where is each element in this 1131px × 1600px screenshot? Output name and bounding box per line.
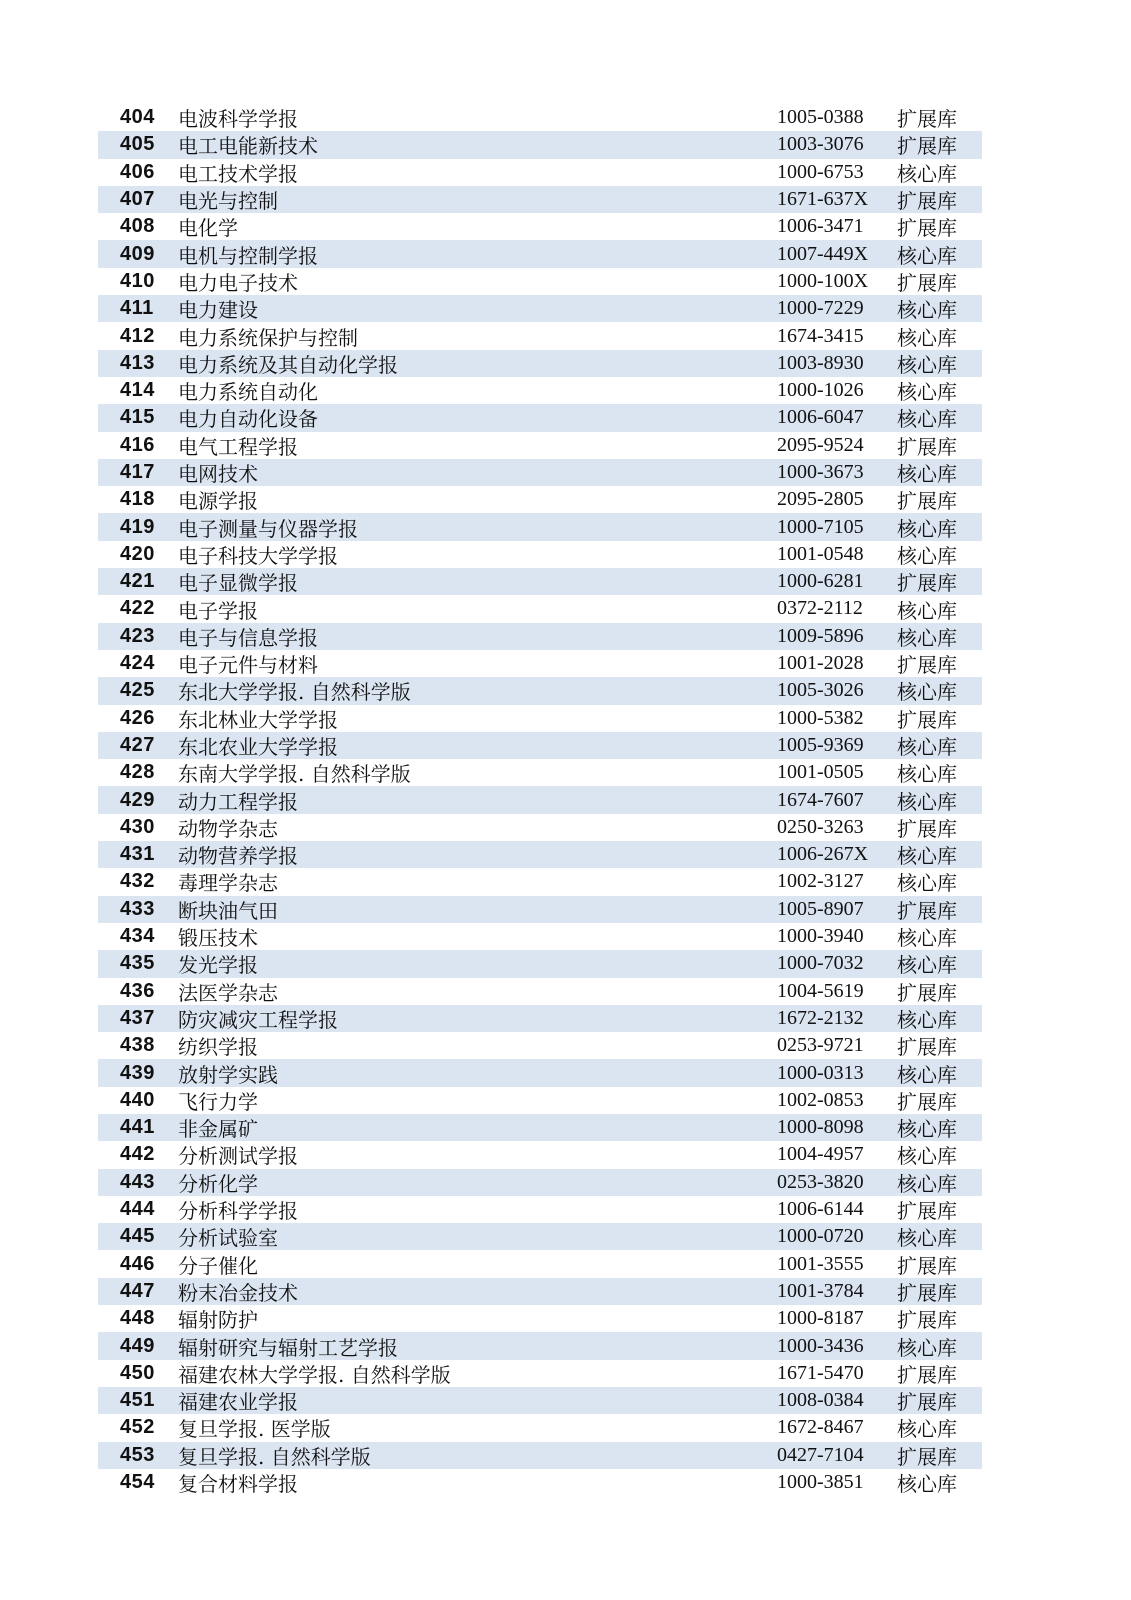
journal-title: 福建农业学报 (178, 1390, 298, 1415)
issn-code: 1009-5896 (777, 624, 864, 647)
table-row (98, 459, 982, 486)
row-number: 404 (120, 106, 155, 129)
journal-title: 电子测量与仪器学报 (178, 516, 358, 541)
row-number: 436 (120, 979, 155, 1002)
table-row (98, 814, 982, 841)
issn-code: 1003-3076 (777, 133, 864, 156)
journal-title: 分析化学 (178, 1171, 258, 1196)
table-row (98, 1169, 982, 1196)
issn-code: 1000-8187 (777, 1307, 864, 1330)
journal-title: 毒理学杂志 (178, 871, 278, 896)
table-row (98, 1387, 982, 1414)
table-row (98, 1442, 982, 1469)
library-type: 扩展库 (897, 189, 957, 214)
issn-code: 1000-3851 (777, 1470, 864, 1493)
table-row (98, 1250, 982, 1277)
library-type: 扩展库 (897, 1253, 957, 1278)
issn-code: 1006-6047 (777, 406, 864, 429)
issn-code: 1003-8930 (777, 351, 864, 374)
table-row (98, 1005, 982, 1032)
table-row (98, 513, 982, 540)
library-type: 扩展库 (897, 134, 957, 159)
library-type: 核心库 (897, 380, 957, 405)
row-number: 408 (120, 215, 155, 238)
row-number: 440 (120, 1088, 155, 1111)
issn-code: 1000-7032 (777, 952, 864, 975)
table-row (98, 432, 982, 459)
table-row (98, 131, 982, 158)
table-row (98, 705, 982, 732)
journal-title: 粉末冶金技术 (178, 1280, 298, 1305)
row-number: 449 (120, 1334, 155, 1357)
journal-title: 电化学 (178, 216, 238, 241)
issn-code: 1000-1026 (777, 379, 864, 402)
table-row (98, 595, 982, 622)
library-type: 核心库 (897, 1117, 957, 1142)
row-number: 417 (120, 461, 155, 483)
library-type: 核心库 (897, 325, 957, 350)
table-row (98, 1305, 982, 1332)
library-type: 扩展库 (897, 1035, 957, 1060)
library-type: 扩展库 (897, 816, 957, 841)
journal-title: 电工技术学报 (178, 161, 298, 186)
journal-title: 复旦学报. 自然科学版 (178, 1444, 371, 1469)
journal-title: 发光学报 (178, 953, 258, 978)
journal-title: 东北林业大学学报 (178, 707, 338, 732)
table-row (98, 104, 982, 131)
journal-title: 东北大学学报. 自然科学版 (178, 680, 411, 705)
row-number: 413 (120, 351, 155, 374)
issn-code: 1001-2028 (777, 652, 864, 675)
library-type: 核心库 (897, 762, 957, 787)
issn-code: 1005-9369 (777, 733, 864, 756)
issn-code: 1006-6144 (777, 1198, 864, 1221)
table-row (98, 186, 982, 213)
journal-title: 电力自动化设备 (178, 407, 318, 432)
journal-title: 电力电子技术 (178, 270, 298, 295)
issn-code: 0427-7104 (777, 1443, 864, 1466)
table-row (98, 159, 982, 186)
row-number: 429 (120, 788, 155, 811)
row-number: 428 (120, 761, 155, 784)
journal-title: 福建农林大学学报. 自然科学版 (178, 1362, 451, 1387)
issn-code: 1005-8907 (777, 897, 864, 920)
issn-code: 1000-3940 (777, 925, 864, 948)
library-type: 核心库 (897, 926, 957, 951)
issn-code: 0253-3820 (777, 1170, 864, 1193)
issn-code: 1008-0384 (777, 1389, 864, 1412)
table-row (98, 1469, 982, 1496)
journal-title: 电力系统保护与控制 (178, 325, 358, 350)
row-number: 441 (120, 1116, 155, 1139)
table-row (98, 322, 982, 349)
issn-code: 1002-3127 (777, 870, 864, 893)
row-number: 418 (120, 488, 155, 511)
journal-title: 电子学报 (178, 598, 258, 623)
library-type: 扩展库 (897, 898, 957, 923)
library-type: 核心库 (897, 462, 957, 487)
issn-code: 1000-3673 (777, 461, 864, 483)
journal-title: 非金属矿 (178, 1117, 258, 1142)
row-number: 442 (120, 1143, 155, 1166)
library-type: 核心库 (897, 1062, 957, 1087)
journal-title: 防灾减灾工程学报 (178, 1007, 338, 1032)
library-type: 扩展库 (897, 980, 957, 1005)
journal-title: 放射学实践 (178, 1062, 278, 1087)
journal-title: 电工电能新技术 (178, 134, 318, 159)
row-number: 454 (120, 1470, 155, 1493)
issn-code: 2095-9524 (777, 433, 864, 456)
issn-code: 1672-2132 (777, 1006, 864, 1029)
table-row (98, 759, 982, 786)
table-row (98, 295, 982, 322)
library-type: 核心库 (897, 1171, 957, 1196)
table-row (98, 950, 982, 977)
table-row (98, 1141, 982, 1168)
issn-code: 1674-3415 (777, 324, 864, 347)
row-number: 407 (120, 188, 155, 211)
library-type: 核心库 (897, 680, 957, 705)
issn-code: 1005-0388 (777, 106, 864, 129)
library-type: 扩展库 (897, 1199, 957, 1224)
library-type: 扩展库 (897, 216, 957, 241)
table-row (98, 1032, 982, 1059)
library-type: 核心库 (897, 953, 957, 978)
table-row (98, 1114, 982, 1141)
library-type: 核心库 (897, 1417, 957, 1442)
issn-code: 1000-5382 (777, 706, 864, 729)
issn-code: 1004-5619 (777, 979, 864, 1002)
row-number: 415 (120, 406, 155, 429)
row-number: 427 (120, 733, 155, 756)
row-number: 419 (120, 515, 155, 538)
journal-title: 东北农业大学学报 (178, 734, 338, 759)
table-row (98, 268, 982, 295)
issn-code: 2095-2805 (777, 488, 864, 511)
library-type: 核心库 (897, 352, 957, 377)
row-number: 430 (120, 815, 155, 838)
journal-title: 断块油气田 (178, 898, 278, 923)
table-row (98, 213, 982, 240)
row-number: 420 (120, 542, 155, 565)
issn-code: 1671-5470 (777, 1361, 864, 1384)
journal-title: 飞行力学 (178, 1089, 258, 1114)
row-number: 437 (120, 1006, 155, 1029)
row-number: 433 (120, 897, 155, 920)
journal-title: 电光与控制 (178, 189, 278, 214)
issn-code: 1000-100X (777, 269, 869, 292)
issn-code: 0253-9721 (777, 1034, 864, 1057)
journal-title: 辐射防护 (178, 1308, 258, 1333)
library-type: 核心库 (897, 1007, 957, 1032)
library-type: 核心库 (897, 243, 957, 268)
row-number: 416 (120, 433, 155, 456)
issn-code: 1674-7607 (777, 788, 864, 811)
library-type: 扩展库 (897, 1362, 957, 1387)
issn-code: 1000-0720 (777, 1225, 864, 1248)
row-number: 439 (120, 1061, 155, 1084)
library-type: 扩展库 (897, 434, 957, 459)
library-type: 核心库 (897, 844, 957, 869)
table-row (98, 786, 982, 813)
journal-title: 电源学报 (178, 489, 258, 514)
table-row (98, 978, 982, 1005)
issn-code: 1000-6281 (777, 570, 864, 593)
table-row (98, 1059, 982, 1086)
journal-title: 分子催化 (178, 1253, 258, 1278)
issn-code: 1001-3555 (777, 1252, 864, 1275)
issn-code: 1000-7105 (777, 515, 864, 538)
journal-title: 东南大学学报. 自然科学版 (178, 762, 411, 787)
issn-code: 1007-449X (777, 242, 869, 265)
table-row (98, 732, 982, 759)
row-number: 443 (120, 1170, 155, 1193)
library-type: 扩展库 (897, 1280, 957, 1305)
journal-title: 分析测试学报 (178, 1144, 298, 1169)
table-row (98, 1278, 982, 1305)
journal-title: 法医学杂志 (178, 980, 278, 1005)
journal-title: 电力系统自动化 (178, 380, 318, 405)
table-row (98, 650, 982, 677)
journal-title: 动物营养学报 (178, 844, 298, 869)
issn-code: 1005-3026 (777, 679, 864, 702)
journal-title: 电网技术 (178, 462, 258, 487)
table-row (98, 896, 982, 923)
row-number: 423 (120, 624, 155, 647)
row-number: 431 (120, 843, 155, 866)
library-type: 扩展库 (897, 707, 957, 732)
table-row (98, 404, 982, 431)
library-type: 核心库 (897, 298, 957, 323)
library-type: 核心库 (897, 1335, 957, 1360)
issn-code: 1671-637X (777, 188, 869, 211)
row-number: 426 (120, 706, 155, 729)
row-number: 412 (120, 324, 155, 347)
journal-title: 电子显微学报 (178, 571, 298, 596)
issn-code: 1000-0313 (777, 1061, 864, 1084)
issn-code: 1000-3436 (777, 1334, 864, 1357)
issn-code: 0372-2112 (777, 597, 863, 620)
row-number: 451 (120, 1389, 155, 1412)
library-type: 核心库 (897, 407, 957, 432)
row-number: 434 (120, 925, 155, 948)
issn-code: 1672-8467 (777, 1416, 864, 1439)
library-type: 扩展库 (897, 270, 957, 295)
row-number: 432 (120, 870, 155, 893)
table-row (98, 377, 982, 404)
journal-title: 复合材料学报 (178, 1472, 298, 1496)
journal-title: 电子元件与材料 (178, 653, 318, 678)
library-type: 核心库 (897, 598, 957, 623)
journal-title: 分析试验室 (178, 1226, 278, 1251)
table-row (98, 1414, 982, 1441)
row-number: 448 (120, 1307, 155, 1330)
library-type: 扩展库 (897, 1444, 957, 1469)
issn-code: 1002-0853 (777, 1088, 864, 1111)
journal-title: 电力系统及其自动化学报 (178, 352, 398, 377)
issn-code: 1000-7229 (777, 297, 864, 320)
row-number: 425 (120, 679, 155, 702)
row-number: 406 (120, 160, 155, 183)
row-number: 410 (120, 269, 155, 292)
library-type: 核心库 (897, 734, 957, 759)
library-type: 核心库 (897, 871, 957, 896)
table-row (98, 568, 982, 595)
table-row (98, 623, 982, 650)
journal-title: 电子科技大学学报 (178, 543, 338, 568)
library-type: 扩展库 (897, 1089, 957, 1114)
table-row (98, 486, 982, 513)
table-row (98, 677, 982, 704)
row-number: 438 (120, 1034, 155, 1057)
row-number: 447 (120, 1279, 155, 1302)
library-type: 核心库 (897, 516, 957, 541)
journal-title: 分析科学学报 (178, 1199, 298, 1224)
journal-title: 动物学杂志 (178, 816, 278, 841)
row-number: 424 (120, 652, 155, 675)
issn-code: 1006-267X (777, 843, 869, 866)
library-type: 扩展库 (897, 1308, 957, 1333)
row-number: 453 (120, 1443, 155, 1466)
row-number: 414 (120, 379, 155, 402)
library-type: 扩展库 (897, 107, 957, 132)
library-type: 核心库 (897, 625, 957, 650)
journal-title: 复旦学报. 医学版 (178, 1417, 331, 1442)
library-type: 扩展库 (897, 489, 957, 514)
row-number: 444 (120, 1198, 155, 1221)
row-number: 446 (120, 1252, 155, 1275)
issn-code: 1001-3784 (777, 1279, 864, 1302)
table-row (98, 1223, 982, 1250)
issn-code: 1000-6753 (777, 160, 864, 183)
library-type: 核心库 (897, 1472, 957, 1496)
table-row (98, 1196, 982, 1223)
issn-code: 0250-3263 (777, 815, 864, 838)
table-row (98, 868, 982, 895)
table-row (98, 1332, 982, 1359)
library-type: 核心库 (897, 789, 957, 814)
library-type: 核心库 (897, 1226, 957, 1251)
row-number: 422 (120, 597, 155, 620)
journal-title: 辐射研究与辐射工艺学报 (178, 1335, 398, 1360)
issn-code: 1006-3471 (777, 215, 864, 238)
library-type: 扩展库 (897, 1390, 957, 1415)
library-type: 核心库 (897, 543, 957, 568)
journal-title: 动力工程学报 (178, 789, 298, 814)
library-type: 扩展库 (897, 653, 957, 678)
table-row (98, 1360, 982, 1387)
issn-code: 1000-8098 (777, 1116, 864, 1139)
row-number: 435 (120, 952, 155, 975)
journal-title: 电子与信息学报 (178, 625, 318, 650)
row-number: 409 (120, 242, 155, 265)
issn-code: 1001-0548 (777, 542, 864, 565)
issn-code: 1004-4957 (777, 1143, 864, 1166)
table-row (98, 1087, 982, 1114)
journal-title: 纺织学报 (178, 1035, 258, 1060)
table-row (98, 350, 982, 377)
journal-title: 锻压技术 (178, 926, 258, 951)
journal-title: 电力建设 (178, 298, 258, 323)
library-type: 核心库 (897, 161, 957, 186)
table-row (98, 240, 982, 267)
library-type: 扩展库 (897, 571, 957, 596)
library-type: 核心库 (897, 1144, 957, 1169)
table-row (98, 841, 982, 868)
row-number: 411 (120, 297, 154, 320)
journal-title: 电波科学学报 (178, 107, 298, 132)
row-number: 421 (120, 570, 155, 593)
row-number: 450 (120, 1361, 155, 1384)
issn-code: 1001-0505 (777, 761, 864, 784)
row-number: 445 (120, 1225, 155, 1248)
journal-title: 电气工程学报 (178, 434, 298, 459)
table-row (98, 923, 982, 950)
table-row (98, 541, 982, 568)
row-number: 405 (120, 133, 155, 156)
journal-table (98, 104, 982, 1496)
row-number: 452 (120, 1416, 155, 1439)
journal-title: 电机与控制学报 (178, 243, 318, 268)
